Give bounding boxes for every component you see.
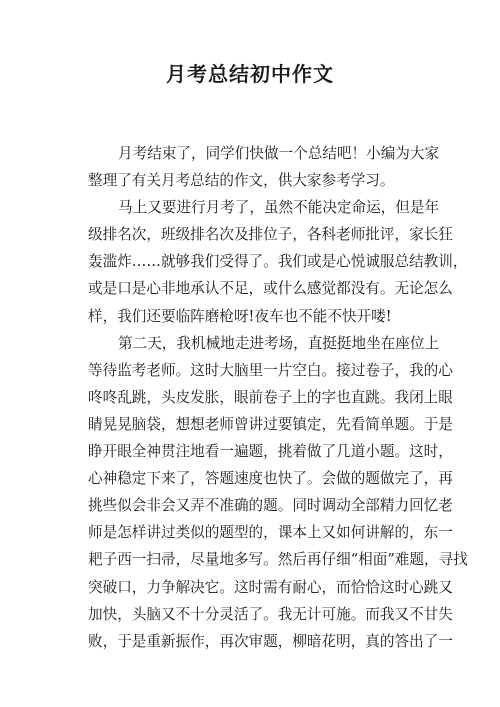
text-line: 马上又要进行月考了，虽然不能决定命运，但是年 — [118, 199, 440, 217]
text-line: 心神稳定下来了，答题速度也快了。会做的题做完了，再 — [88, 470, 453, 488]
text-line: 等待监考老师。这时大脑里一片空白。接过卷子，我的心 — [88, 361, 453, 379]
text-line: 师是怎样讲过类似的题型的，课本上又如何讲解的，东一 — [88, 524, 453, 542]
text-line: 睛晃晃脑袋，想想老师曾讲过要镇定，先看简单题。于是 — [88, 415, 453, 433]
text-line: 挑些似会非会又弄不准确的题。同时调动全部精力回忆老 — [88, 497, 453, 515]
text-line: 睁开眼全神贯注地看一遍题，挑着做了几道小题。这时， — [88, 443, 453, 461]
text-line: 级排名次，班级排名次及排位子，各科老师批评，家长狂 — [88, 226, 453, 244]
text-line: 轰滥炸……就够我们受得了。我们或是心悦诚服总结教训， — [88, 253, 468, 271]
text-line: 加快，头脑又不十分灵活了。我无计可施。而我又不甘失 — [88, 605, 453, 623]
text-line: 咚咚乱跳，头皮发胀，眼前卷子上的字也直跳。我闭上眼 — [88, 388, 453, 406]
text-line: 耙子西一扫帚，尽量地多写。然后再仔细“相面”难题，寻找 — [88, 551, 468, 569]
text-line: 月考结束了，同学们快做一个总结吧！小编为大家 — [118, 145, 440, 162]
text-line: 败，于是重新振作，再次审题，柳暗花明，真的答出了一 — [88, 632, 453, 650]
text-line: 突破口，力争解决它。这时需有耐心，而恰恰这时心跳又 — [88, 578, 453, 596]
document-body — [88, 140, 468, 655]
document-title: 月考总结初中作文 — [166, 62, 334, 86]
text-line: 第二天，我机械地走进考场，直挺挺地坐在座位上 — [118, 334, 440, 352]
text-line: 整理了有关月考总结的作文，供大家参考学习。 — [88, 172, 395, 190]
text-line: 样，我们还要临阵磨枪呀!夜车也不能不快开喽! — [88, 307, 392, 325]
text-line: 或是口是心非地承认不足，或什么感觉都没有。无论怎么 — [88, 280, 453, 298]
